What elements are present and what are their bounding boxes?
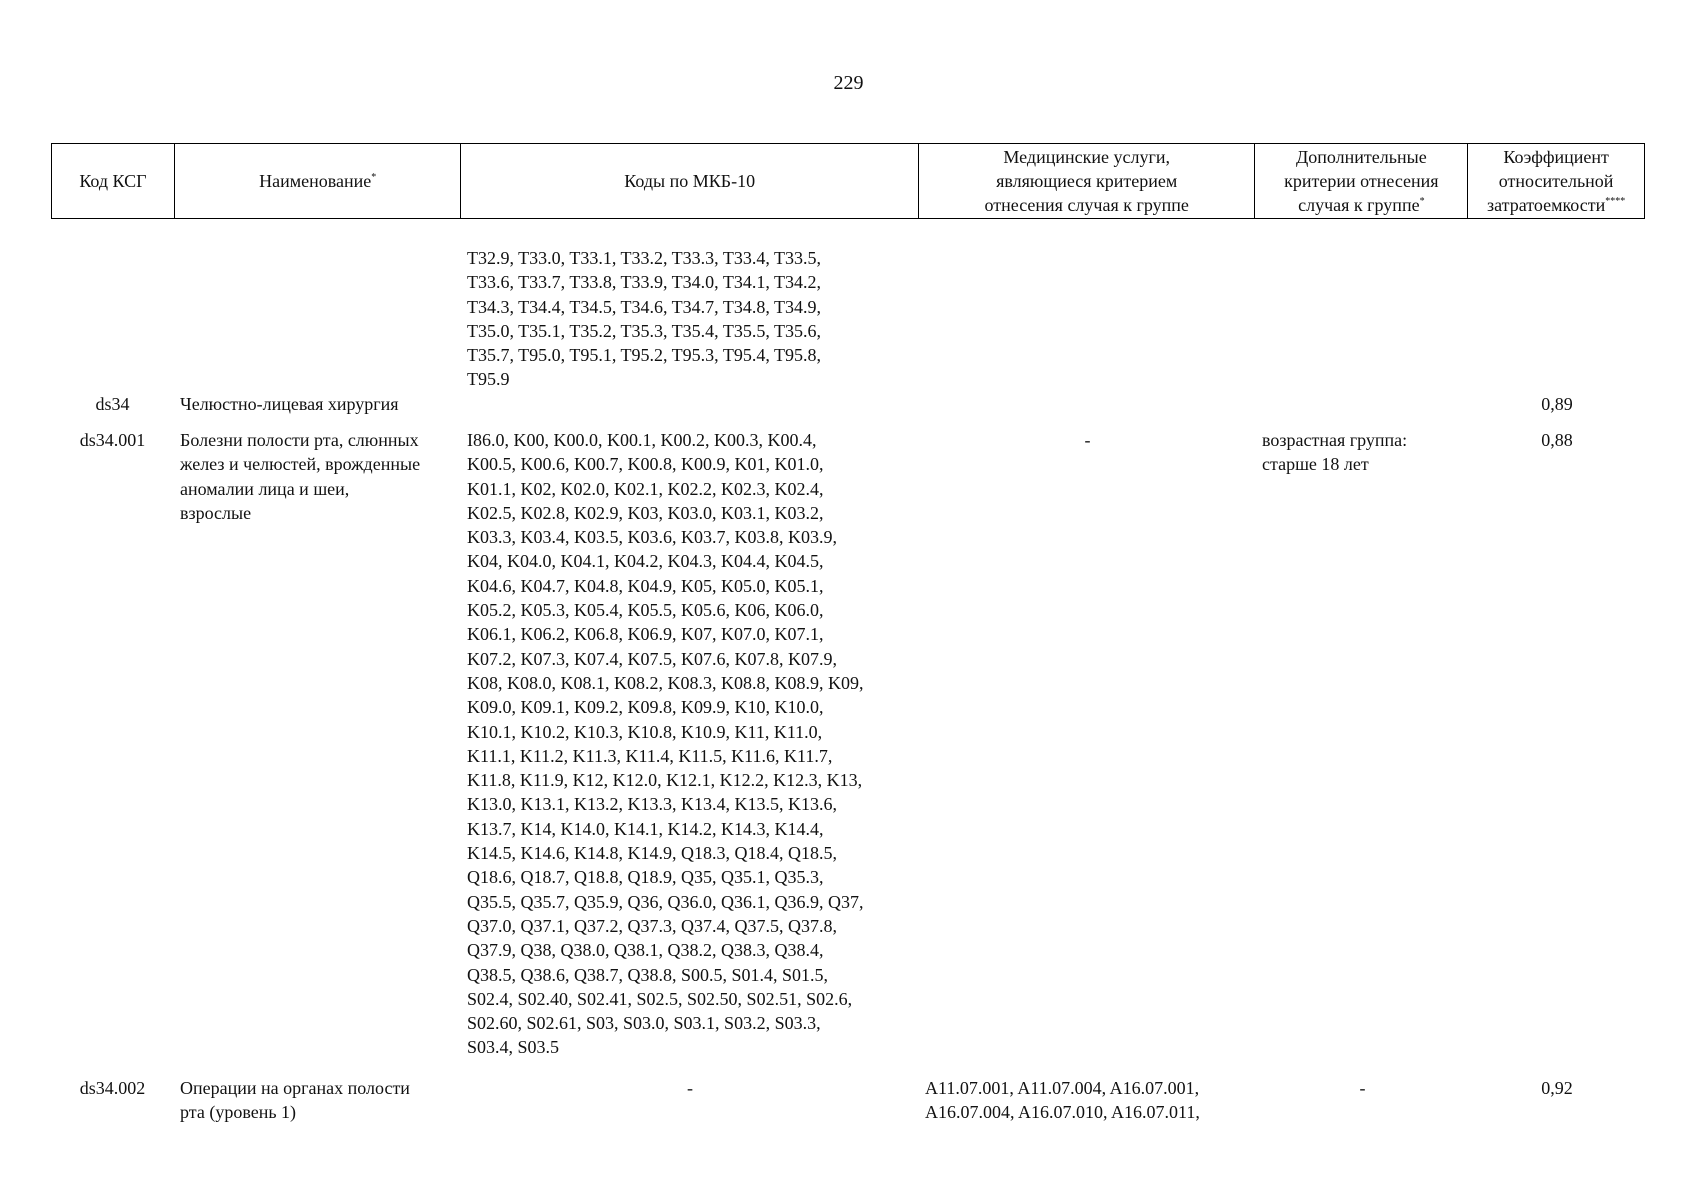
icd-line: K02.5, K02.8, K02.9, K03, K03.0, K03.1, K03.2,	[467, 502, 824, 523]
table-row	[51, 1076, 1645, 1125]
icd-line: K06.1, K06.2, K06.8, K06.9, K07, K07.0, K07.1,	[467, 624, 824, 645]
header-coef-line: Коэффициент	[1503, 147, 1609, 167]
header-coef-footnote-mark: ****	[1605, 196, 1626, 207]
icd-line: K07.2, K07.3, K07.4, K07.5, K07.6, K07.8, K07.9,	[467, 648, 837, 669]
cell-icd	[461, 392, 919, 416]
header-services-line: отнесения случая к группе	[984, 195, 1189, 215]
icd-line: S02.60, S02.61, S03, S03.0, S03.1, S03.2, S03.3,	[467, 1013, 821, 1034]
cell-name	[174, 1076, 461, 1125]
cell-icd: -	[687, 1078, 693, 1098]
header-extra-criteria	[1255, 144, 1468, 218]
header-code-label: Код КСГ	[79, 171, 147, 191]
name-line: Операции на органах полости	[180, 1078, 410, 1098]
cell-code	[51, 246, 174, 392]
header-coef-text: затратоемкости	[1486, 195, 1606, 215]
name-line: желез и челюстей, врожденные	[180, 454, 421, 475]
cell-name	[174, 428, 461, 1060]
icd-line: T35.0, T35.1, T35.2, T35.3, T35.4, T35.5, T35.6,	[467, 320, 822, 341]
header-extra-line	[1284, 193, 1438, 217]
icd-line: Q18.6, Q18.7, Q18.8, Q18.9, Q35, Q35.1, Q35.3,	[467, 867, 824, 888]
header-name-footnote-mark: *	[371, 172, 377, 183]
icd-line: Q35.5, Q35.7, Q35.9, Q36, Q36.0, Q36.1, Q36.9, Q37,	[467, 891, 864, 912]
cell-code: ds34.001	[79, 430, 146, 450]
icd-line: T32.9, T33.0, T33.1, T33.2, T33.3, T33.4, T33.5,	[467, 248, 822, 268]
extra-line: возрастная группа:	[1262, 430, 1408, 450]
icd-line: K00.5, K00.6, K00.7, K00.8, K00.9, K01, K01.0,	[467, 454, 824, 475]
cell-extra: -	[1359, 1078, 1366, 1098]
header-name-text: Наименование	[259, 171, 372, 191]
page-number: 229	[833, 72, 864, 94]
icd-line: K08, K08.0, K08.1, K08.2, K08.3, K08.8, K08.9, K09,	[467, 672, 864, 693]
icd-line: K13.0, K13.1, K13.2, K13.3, K13.4, K13.5, K13.6,	[467, 794, 837, 815]
icd-line: I86.0, K00, K00.0, K00.1, K00.2, K00.3, K00.4,	[467, 430, 817, 450]
header-extra-label	[1284, 145, 1438, 217]
icd-line: K01.1, K02, K02.0, K02.1, K02.2, K02.3, K02.4,	[467, 478, 824, 499]
cell-icd	[461, 246, 919, 392]
service-line: A11.07.001, A11.07.004, A16.07.001,	[925, 1078, 1200, 1098]
cell-code: ds34	[95, 394, 130, 414]
icd-line: S02.4, S02.40, S02.41, S02.5, S02.50, S02.51, S02.6,	[467, 988, 853, 1009]
icd-line: K03.3, K03.4, K03.5, K03.6, K03.7, K03.8, K03.9,	[467, 527, 837, 548]
icd-line: K05.2, K05.3, K05.4, K05.5, K05.6, K06, K06.0,	[467, 600, 824, 621]
icd-line: K04, K04.0, K04.1, K04.2, K04.3, K04.4, K04.5,	[467, 551, 824, 572]
header-extra-text: случая к группе	[1298, 195, 1420, 215]
header-services	[919, 144, 1256, 218]
icd-line: K11.1, K11.2, K11.3, K11.4, K11.5, K11.6, K11.7,	[467, 745, 833, 766]
cell-extra	[1256, 428, 1469, 1060]
table-row	[51, 392, 1645, 416]
icd-line: Q37.9, Q38, Q38.0, Q38.1, Q38.2, Q38.3, Q38.4,	[467, 940, 824, 961]
cell-name	[174, 392, 461, 416]
icd-line: S03.4, S03.5	[467, 1037, 560, 1058]
cell-code: ds34.002	[79, 1078, 146, 1098]
header-coefficient	[1468, 144, 1644, 218]
header-coef-line	[1487, 193, 1625, 217]
icd-line: K04.6, K04.7, K04.8, K04.9, K05, K05.0, K05.1,	[467, 575, 824, 596]
icd-line: K09.0, K09.1, K09.2, K09.8, K09.9, K10, K10.0,	[467, 697, 824, 718]
header-services-label	[985, 145, 1189, 217]
header-icd-label: Коды по МКБ-10	[624, 171, 756, 191]
cell-services	[919, 392, 1256, 416]
header-code	[52, 144, 175, 218]
header-extra-line: Дополнительные	[1296, 147, 1427, 167]
header-services-line: Медицинские услуги,	[1003, 147, 1170, 167]
header-icd	[461, 144, 918, 218]
header-services-line: являющиеся критерием	[996, 171, 1178, 191]
name-line: Челюстно-лицевая хирургия	[180, 394, 399, 414]
header-name	[175, 144, 462, 218]
cell-services	[919, 1076, 1256, 1125]
name-line: взрослые	[180, 502, 252, 523]
name-line: аномалии лица и шеи,	[180, 478, 350, 499]
header-extra-footnote-mark: *	[1419, 196, 1425, 207]
service-line: A16.07.004, A16.07.010, A16.07.011,	[925, 1102, 1200, 1123]
cell-coefficient: 0,88	[1541, 430, 1573, 450]
icd-line: K11.8, K11.9, K12, K12.0, K12.1, K12.2, K12.3, K13,	[467, 770, 863, 791]
header-name-label	[259, 169, 376, 193]
icd-line: T34.3, T34.4, T34.5, T34.6, T34.7, T34.8, T34.9,	[467, 296, 822, 317]
icd-line: K14.5, K14.6, K14.8, K14.9, Q18.3, Q18.4, Q18.5,	[467, 843, 837, 864]
icd-line: T35.7, T95.0, T95.1, T95.2, T95.3, T95.4, T95.8,	[467, 345, 822, 366]
name-line: Болезни полости рта, слюнных	[180, 430, 419, 450]
icd-line: T33.6, T33.7, T33.8, T33.9, T34.0, T34.1, T34.2,	[467, 272, 822, 293]
cell-icd	[461, 428, 919, 1060]
icd-line: T95.9	[467, 369, 510, 390]
icd-line: Q37.0, Q37.1, Q37.2, Q37.3, Q37.4, Q37.5, Q37.8,	[467, 915, 837, 936]
cell-extra	[1256, 392, 1469, 416]
cell-coefficient: 0,89	[1541, 394, 1573, 414]
table-row	[51, 428, 1645, 1060]
cell-coefficient: 0,92	[1541, 1078, 1573, 1098]
cell-services: -	[1084, 430, 1091, 450]
extra-line: старше 18 лет	[1262, 454, 1369, 475]
cell-name	[174, 246, 461, 392]
continuation-row	[51, 246, 1645, 392]
table-header	[51, 143, 1645, 219]
icd-line: K10.1, K10.2, K10.3, K10.8, K10.9, K11, K11.0,	[467, 721, 823, 742]
header-extra-line: критерии отнесения	[1284, 171, 1439, 191]
icd-line: Q38.5, Q38.6, Q38.7, Q38.8, S00.5, S01.4, S01.5,	[467, 964, 829, 985]
header-coef-line: относительной	[1498, 171, 1614, 191]
name-line: рта (уровень 1)	[180, 1102, 297, 1123]
icd-line: K13.7, K14, K14.0, K14.1, K14.2, K14.3, K14.4,	[467, 818, 824, 839]
header-coef-label	[1487, 145, 1625, 217]
